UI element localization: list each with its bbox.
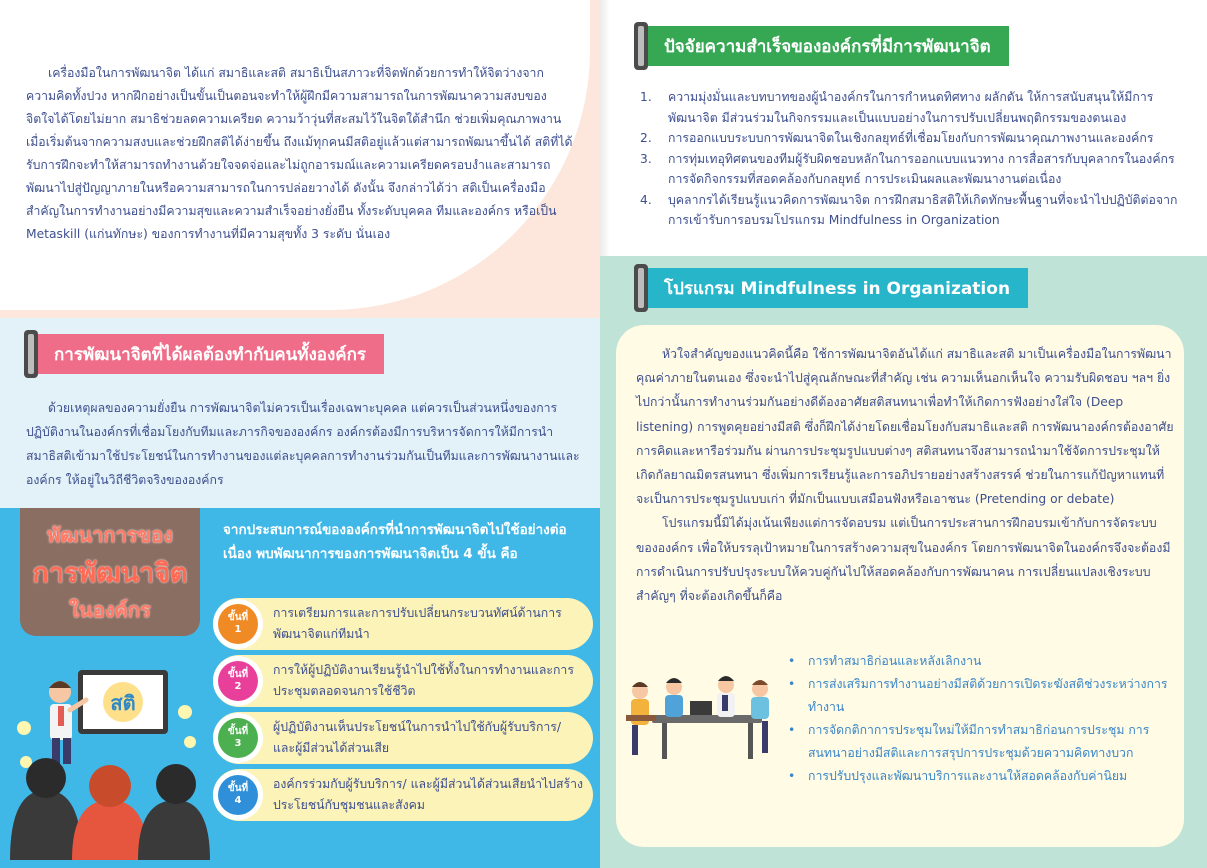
tab-clip-icon (24, 330, 38, 378)
factor-number: 2. (640, 131, 652, 145)
factor-number: 1. (640, 90, 652, 104)
stage-badge (213, 713, 263, 763)
factor-text: ความมุ่งมั่นและบทบาทของผู้นำองค์กรในการกำหนดทิศทาง ผลักดัน ให้การสนับสนุนให้มีการพัฒนาจิต มีส่วนร่วมในกิจกรรมและเป็นแบบอย่างในการปรับเปลี่ยนพฤติกรรมของตนเอง (668, 90, 1154, 125)
stage-item (213, 655, 593, 707)
factor-text: บุคลากรได้เรียนรู้แนวคิดการพัฒนาจิต การฝึกสมาธิสติให้เกิดทักษะพื้นฐานที่จะนำไปปฏิบัติต่อจากการเข้ารับการอบรมโปรแกรม Mindfulness in Organization (668, 192, 1178, 227)
stage-item (213, 598, 593, 650)
stage-text: ผู้ปฏิบัติงานเห็นประโยชน์ในการนำไปใช้กับผู้รับบริการ/ และผู้มีส่วนได้ส่วนเสีย (273, 720, 562, 755)
stage-badge (213, 770, 263, 820)
stages-title-line3: ในองค์กร (69, 597, 151, 622)
program-title: โปรแกรม Mindfulness in Organization (642, 268, 1028, 308)
section-paragraph: ด้วยเหตุผลของความยั่งยืน การพัฒนาจิตไม่ควรเป็นเรื่องเฉพาะบุคคล แต่ควรเป็นส่วนหนึ่งของการปฏิบัติงานในองค์กรที่เชื่อมโยงกับทีมและภารกิจขององค์กร องค์กรต้องมีการบริหารจัดการให้มีการนำสมาธิสติเข้ามาใช้ประโยชน์ในการทำงานของแต่ละบุคคลการทำงานร่วมกันเป็นทีมและการพัฒนางานและองค์กร ให้อยู่ในวิถีชีวิตจริงขององค์กร (26, 401, 580, 487)
illustration-word: สติ (110, 691, 136, 715)
section-title: การพัฒนาจิตที่ได้ผลต้องทำกับคนทั้งองค์กร (32, 334, 384, 374)
stage-badge-number: 4 (234, 795, 242, 806)
program-bullets (788, 650, 1183, 788)
stages-title-line1: พัฒนาการของ (47, 522, 173, 547)
stage-badge-inner (218, 775, 258, 815)
presenter-illustration (10, 650, 210, 860)
stages-title-box (20, 508, 200, 636)
meeting-illustration (622, 665, 782, 765)
right-page (600, 0, 1207, 868)
program-paragraph-1: หัวใจสำคัญของแนวคิดนี้คือ ใช้การพัฒนาจิตอันได้แก่ สมาธิและสติ มาเป็นเครื่องมือในการพัฒนาคุณค่าภายในตนเอง ซึ่งจะนำไปสู่คุณลักษณะที่สำคัญ เช่น ความเห็นอกเห็นใจ ความรับผิดชอบ ฯลฯ ยิ่งไปกว่านั้นการทำงานร่วมกันอย่างดีต้องอาศัยสติสนทนาเพื่อทำให้เกิดการฟังอย่างใส่ใจ (Deep listening) การพูดคุยอย่างมีสติ ซึ่งก็ฝึกได้ง่ายโดยเชื่อมโยงกับสมาธิและสติ การพัฒนาองค์กรต้องอาศัยการคิดและหารือร่วมกัน ผ่านการประชุมรูปแบบต่างๆ สติสนทนาจึงสามารถนำมาใช้จัดการประชุมให้เกิดกัลยาณมิตรสนทนา ซึ่งเพิ่มการเรียนรู้และการอภิปรายอย่างสร้างสรรค์ ช่วยในการแก้ปัญหาแทนที่จะเป็นการประชุมรูปแบบเก่า ที่มักเป็นแบบเสมือนฟังหรือเอาชนะ (Pretending or debate) (636, 347, 1174, 507)
stage-badge-label: ขั้นที่ (227, 669, 249, 680)
factor-number: 3. (640, 151, 652, 166)
factor-item (640, 87, 1180, 128)
stage-badge-inner (218, 661, 258, 701)
factor-text: การทุ่มเทอุทิศตนของทีมผู้รับผิดชอบหลักในการออกแบบแนวทาง การสื่อสารกับบุคลากรในองค์กร การจัดกิจกรรมที่สอดคล้องกับกลยุทธ์ การประเมินผลและพัฒนางานต่อเนื่อง (668, 151, 1175, 186)
stages-intro: จากประสบการณ์ขององค์กรที่นำการพัฒนาจิตไปใช้อย่างต่อเนื่อง พบพัฒนาการของการพัฒนาจิตเป็น 4 ขั้น คือ (223, 522, 567, 562)
factors-list (640, 87, 1180, 231)
stage-badge-label: ขั้นที่ (227, 612, 249, 623)
bullet-item: • การปรับปรุงและพัฒนาบริการและงานให้สอดคล้องกับค่านิยม (788, 765, 1183, 788)
program-paragraph-2: โปรแกรมนี้มิได้มุ่งเน้นเพียงแต่การจัดอบรม แต่เป็นการประสานการฝึกอบรมเข้ากับการจัดระบบขององค์กร เพื่อให้บรรลุเป้าหมายในการสร้างความสุขในองค์กร โดยการพัฒนาจิตในองค์กรจึงจะต้องมีการดำเนินการปรับปรุงระบบให้ควบคู่กันไปให้สอดคล้องกับการพัฒนาคน การเปลี่ยนแปลงเชิงระบบสำคัญๆ ที่จะต้องเกิดขึ้นก็คือ (636, 516, 1171, 604)
factor-item (640, 190, 1180, 231)
stage-badge-label: ขั้นที่ (227, 726, 249, 737)
section-title-tab (24, 330, 384, 378)
bullet-item: • การส่งเสริมการทำงานอย่างมีสติด้วยการเปิดระฆังสติช่วงระหว่างการทำงาน (788, 673, 1183, 719)
stage-badge (213, 656, 263, 706)
factors-title-tab (634, 22, 1009, 70)
factors-title: ปัจจัยความสำเร็จขององค์กรที่มีการพัฒนาจิต (642, 26, 1009, 66)
factor-item (640, 149, 1180, 190)
stage-text: การเตรียมการและการปรับเปลี่ยนกระบวนทัศน์ด้านการพัฒนาจิตแก่ทีมนำ (273, 606, 562, 641)
stage-item (213, 769, 593, 821)
bullet-item: • การจัดกติกาการประชุมใหม่ให้มีการทำสมาธิก่อนการประชุม การสนทนาอย่างมีสติและการสรุปการประชุมด้วยความคิดทางบวก (788, 719, 1183, 765)
bullet-item: • การทำสมาธิก่อนและหลังเลิกงาน (788, 650, 1183, 673)
stage-badge-number: 2 (234, 681, 242, 692)
factor-number: 4. (640, 192, 652, 207)
intro-paragraph: เครื่องมือในการพัฒนาจิต ได้แก่ สมาธิและสติ สมาธิเป็นสภาวะที่จิตพักด้วยการทำให้จิตว่างจากความคิดทั้งปวง หากฝึกอย่างเป็นขั้นเป็นตอนจะทำให้ผู้ฝึกมีความสามารถในการพัฒนาความสงบของจิตใจได้โดยไม่ยาก สมาธิช่วยลดความเครียด ความว้าวุ่นที่สะสมไว้ในจิตใต้สำนึก ช่วยเพิ่มคุณภาพงานเมื่อเริ่มต้นจากความสงบและช่วยฝึกสติได้ง่ายขึ้น ถึงแม้ทุกคนมีสติอยู่แล้วแต่สามารถพัฒนาขึ้นได้ สติที่ได้รับการฝึกจะทำให้สามารถทำงานด้วยใจจดจ่อและไม่ถูกอารมณ์และความเครียดครอบงำและสามารถพัฒนาไปสู่ปัญญาภายในหรือความสามารถในการปล่อยวางได้ ดังนั้น จึงกล่าวได้ว่า สติเป็นเครื่องมือสำคัญในการทำงานอย่างมีความสุขและความสำเร็จอย่างยั่งยืน ทั้งระดับบุคคล ทีมและองค์กร หรือเป็น Metaskill (แก่นทักษะ) ของการทำงานที่มีความสุขทั้ง 3 ระดับ นั่นเอง (26, 66, 573, 241)
stage-text: การให้ผู้ปฏิบัติงานเรียนรู้นำไปใช้ทั้งในการทำงานและการประชุมตลอดจนการใช้ชีวิต (273, 663, 574, 698)
program-body (636, 342, 1176, 608)
stage-badge-number: 3 (234, 738, 242, 749)
stages-title-line2: การพัฒนาจิต (32, 557, 188, 589)
tab-clip-icon (634, 22, 648, 70)
factor-item (640, 128, 1180, 149)
stage-badge (213, 599, 263, 649)
stage-badge-label: ขั้นที่ (227, 783, 249, 794)
program-title-tab (634, 264, 1028, 312)
left-page (0, 0, 600, 868)
stage-item (213, 712, 593, 764)
stage-badge-number: 1 (234, 624, 242, 635)
tab-clip-icon (634, 264, 648, 312)
stage-badge-inner (218, 604, 258, 644)
stage-text: องค์กรร่วมกับผู้รับบริการ/ และผู้มีส่วนได้ส่วนเสียนำไปสร้างประโยชน์กับชุมชนและสังคม (273, 777, 583, 812)
factor-text: การออกแบบระบบการพัฒนาจิตในเชิงกลยุทธ์ที่เชื่อมโยงกับการพัฒนาคุณภาพงานและองค์กร (668, 131, 1154, 145)
stage-badge-inner (218, 718, 258, 758)
